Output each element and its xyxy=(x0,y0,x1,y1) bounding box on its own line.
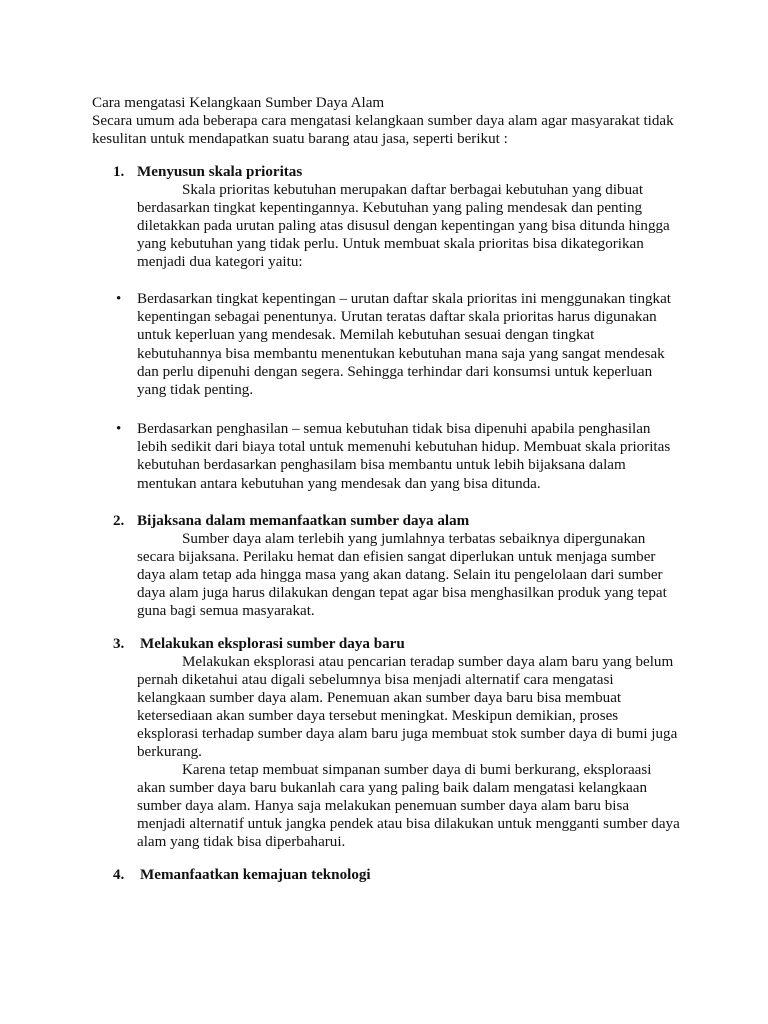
section-heading: Menyusun skala prioritas xyxy=(137,164,303,180)
paragraph-line: berkurang. xyxy=(137,744,202,760)
intro-line: Secara umum ada beberapa cara mengatasi kelangkaan sumber daya alam agar masyarakat tidak xyxy=(92,113,674,129)
bullet-line: kepentingan sebagai penentunya. Urutan teratas daftar skala prioritas harus digunakan xyxy=(137,309,657,325)
paragraph-line: Sumber daya alam terlebih yang jumlahnya terbatas sebaiknya dipergunakan xyxy=(182,531,646,547)
paragraph-line: pernah diketahui atau digali sebelumnya bisa menjadi alternatif cara mengatasi xyxy=(137,672,614,688)
section-heading: Bijaksana dalam memanfaatkan sumber daya alam xyxy=(137,513,470,529)
section-heading: Memanfaatkan kemajuan teknologi xyxy=(140,867,371,883)
bullet-line: Berdasarkan tingkat kepentingan – urutan daftar skala prioritas ini menggunakan tingkat xyxy=(137,291,671,307)
paragraph-line: kelangkaan sumber daya alam. Penemuan akan sumber daya baru bisa membuat xyxy=(137,690,622,706)
bullet-icon: • xyxy=(116,421,122,437)
bullet-line: yang tidak penting. xyxy=(137,382,254,398)
section-number: 1. xyxy=(113,164,125,180)
paragraph-line: akan sumber daya baru bukanlah cara yang paling baik dalam mengatasi kelangkaan xyxy=(137,780,648,796)
paragraph-line: alam yang tidak bisa diperbaharui. xyxy=(137,834,346,850)
paragraph-line: secara bijaksana. Perilaku hemat dan efisien sangat diperlukan untuk menjaga sumber xyxy=(137,549,656,565)
bullet-line: untuk keperluan yang mendesak. Memilah kebutuhan sesuai dengan tingkat xyxy=(137,327,595,343)
paragraph-line: Melakukan eksplorasi atau pencarian teradap sumber daya alam baru yang belum xyxy=(182,654,674,670)
paragraph-line: ketersediaan akan sumber daya tersebut meningkat. Meskipun demikian, proses xyxy=(137,708,619,724)
bullet-line: Berdasarkan penghasilan – semua kebutuhan tidak bisa dipenuhi apabila penghasilan xyxy=(137,421,651,437)
paragraph-line: eksplorasi terhadap sumber daya alam baru juga membuat stok sumber daya di bumi juga xyxy=(137,726,678,742)
paragraph-line: diletakkan pada urutan paling atas disusul dengan kepentingan yang bisa ditunda hingga xyxy=(137,218,670,234)
paragraph-line: menjadi alternatif untuk jangka pendek atau bisa dilakukan untuk mengganti sumber daya xyxy=(137,816,680,832)
paragraph-line: daya alam juga harus dilakukan dengan tepat agar bisa menghasilkan produk yang tepat xyxy=(137,585,667,601)
intro-line: kesulitan untuk mendapatkan suatu barang atau jasa, seperti berikut : xyxy=(92,131,508,147)
paragraph-line: berdasarkan tingkat kepentingannya. Kebutuhan yang paling mendesak dan penting xyxy=(137,200,643,216)
bullet-line: mentukan antara kebutuhan yang mendesak dan yang bisa ditunda. xyxy=(137,476,541,492)
paragraph-line: Karena tetap membuat simpanan sumber daya di bumi berkurang, eksploraasi xyxy=(182,762,652,778)
document-title: Cara mengatasi Kelangkaan Sumber Daya Alam xyxy=(92,95,385,111)
paragraph-line: yang kebutuhan yang tidak perlu. Untuk membuat skala prioritas bisa dikategorikan xyxy=(137,236,644,252)
section-number: 4. xyxy=(113,867,125,883)
paragraph-line: Skala prioritas kebutuhan merupakan daftar berbagai kebutuhan yang dibuat xyxy=(182,182,644,198)
section-heading: Melakukan eksplorasi sumber daya baru xyxy=(140,636,405,652)
paragraph-line: menjadi dua kategori yaitu: xyxy=(137,254,303,270)
bullet-line: kebutuhannya bisa membantu menentukan kebutuhan mana saja yang sangat mendesak xyxy=(137,346,665,362)
bullet-icon: • xyxy=(116,291,122,307)
bullet-line: kebutuhan berdasarkan penghasilam bisa membantu untuk lebih bijaksana dalam xyxy=(137,457,626,473)
paragraph-line: sumber daya alam. Hanya saja melakukan penemuan sumber daya alam baru bisa xyxy=(137,798,630,814)
paragraph-line: guna bagi semua masyarakat. xyxy=(137,603,315,619)
bullet-line: dan perlu dipenuhi dengan segera. Sehingga terhindar dari konsumsi untuk keperluan xyxy=(137,364,653,380)
bullet-line: lebih sedikit dari biaya total untuk memenuhi kebutuhan hidup. Membuat skala prioritas xyxy=(137,439,671,455)
section-number: 2. xyxy=(113,513,125,529)
section-number: 3. xyxy=(113,636,125,652)
paragraph-line: daya alam tetap ada hingga masa yang akan datang. Selain itu pengelolaan dari sumber xyxy=(137,567,663,583)
